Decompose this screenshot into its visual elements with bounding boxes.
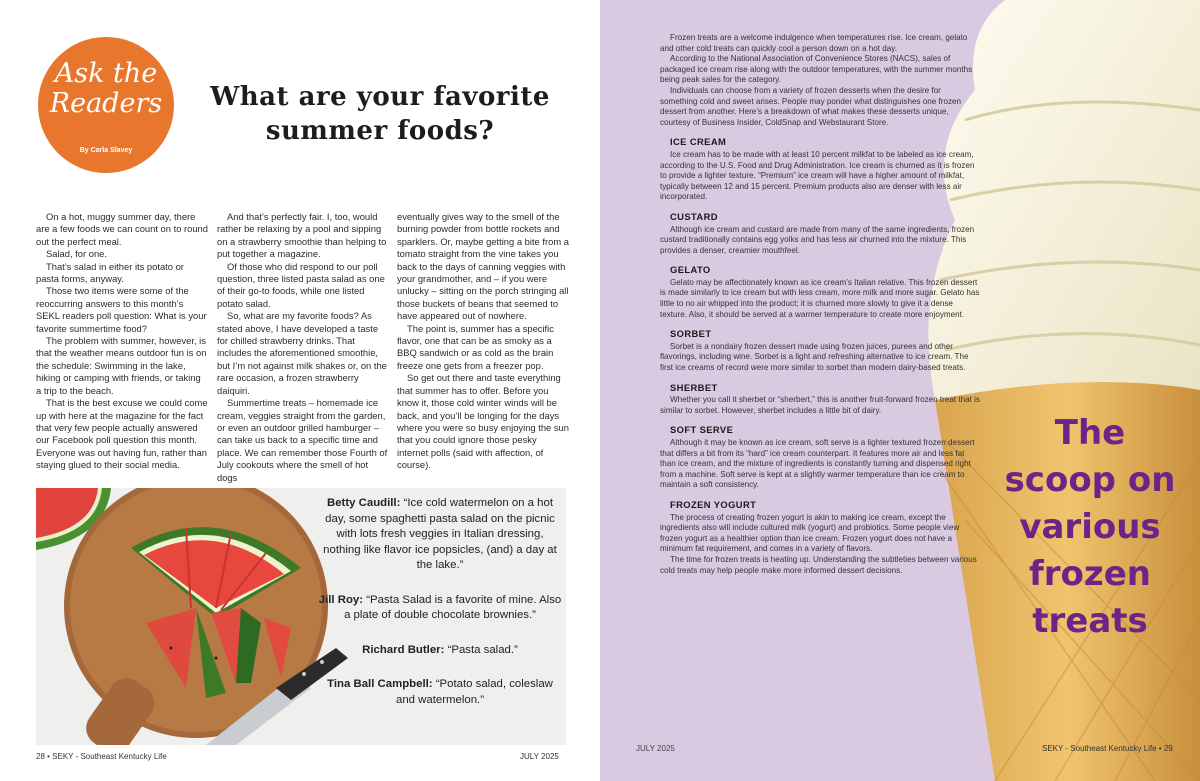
paragraph: That’s salad in either its potato or pasta forms, anyway. xyxy=(36,260,184,285)
quote-jill-roy xyxy=(318,593,562,624)
badge-title-line1: Ask the xyxy=(54,58,158,89)
quote-name: Tina Ball Campbell: xyxy=(327,678,433,690)
page-folio-left: 28 • SEKY - Southeast Kentucky Life xyxy=(36,752,167,761)
article-columns xyxy=(36,211,570,481)
paragraph: And that’s perfectly fair. I, too, would rather be relaxing by a pool and sipping on a strawberry smoothie than helping to put together a magazine. xyxy=(217,211,387,260)
column-3 xyxy=(397,211,569,472)
section-heading-soft-serve: SOFT SERVE xyxy=(670,424,734,436)
quote-text: “Ice cold watermelon on a hot day, some spaghetti pasta salad on the picnic with lots fresh veggies in Italian dressing, nothing like flavor ice popsicles, (and) a day at the lake.” xyxy=(323,497,557,571)
section-text: Although it may be known as ice cream, soft serve is a lighter textured frozen dessert that differs a bit from its “hard” ice cream counterpart. It features more air and less fat than ice cream, and the mixture of ingredients is constantly turning and dispensed right from a machine. Soft serve is kept at a slightly warmer temperature than ice cream to maintain a soft consistency. xyxy=(660,438,975,490)
quote-tina-ball-campbell xyxy=(318,677,562,708)
scoop-title-line: frozen xyxy=(1029,554,1151,594)
reader-quotes xyxy=(318,496,562,727)
section-text: The process of creating frozen yogurt is akin to making ice cream, except the ingredients also will include cultured milk (yogurt) and probiotics. Some people view frozen yogurt as a healthier option than ice cream. Frozen yogurt does not have a minimum fat requirement, and comes in a variety of flavors. xyxy=(660,512,960,554)
column-2 xyxy=(217,211,389,484)
quote-name: Betty Caudill: xyxy=(326,497,401,509)
section-heading-custard: CUSTARD xyxy=(670,210,718,222)
paragraph: Salad, for one. xyxy=(46,248,107,260)
section-heading-sorbet: SORBET xyxy=(670,328,712,340)
paragraph: On a hot, muggy summer day, there are a few foods we can count on to round out the perfect meal. xyxy=(36,211,208,247)
paragraph: The point is, summer has a specific flavor, one that can be as smoky as a BBQ sandwich or as cold as the brain freeze one gets from a freezer pop. xyxy=(397,322,554,371)
intro-paragraph: Frozen treats are a welcome indulgence when temperatures rise. Ice cream, gelato and other cold treats can quickly cool a person down on a hot day. xyxy=(660,33,968,53)
page-folio-right: SEKY - Southeast Kentucky Life • 29 xyxy=(1042,744,1173,753)
badge-title-line2: Readers xyxy=(49,88,163,119)
quote-richard-butler xyxy=(318,643,562,659)
section-heading-gelato: GELATO xyxy=(670,264,711,276)
paragraph: That is the best excuse we could come up with here at the magazine for the fact that very few people actually answered our Facebook poll question this month. Everyone was out having fun, rather than staying glued to their social media. xyxy=(36,397,208,471)
byline: By Carla Slavey xyxy=(79,147,133,154)
section-text: Although ice cream and custard are made from many of the same ingredients, frozen custard traditionally contains egg yolks and has less air churned into the mixture. This provides a denser, creamier mouthfeel. xyxy=(660,224,975,255)
paragraph: Those two items were some of the reoccurring answers to this month’s SEKL readers poll question: What is your favorite summertime food? xyxy=(36,285,207,334)
badge-title xyxy=(38,59,174,119)
scoop-title-line: various xyxy=(1019,507,1161,547)
paragraph: The problem with summer, however, is that the weather means outdoor fun is on the schedule: Swimming in the lake, hiking or camping with friends, or taking a trip to the beach. xyxy=(36,335,207,396)
right-page xyxy=(600,0,1200,781)
paragraph: Summertime treats – homemade ice cream, veggies straight from the garden, or even an outdoor grilled hamburger – can take us back to a specific time and place. We can remember those Fourth of July cookouts where the smell of hot dogs xyxy=(217,397,388,483)
column-1 xyxy=(36,211,208,472)
section-text: Whether you call it sherbet or “sherbert,” this is another fruit-forward frozen treat that is similar to sorbet. However, sherbet includes a little bit of dairy. xyxy=(660,395,980,415)
headline xyxy=(200,80,560,148)
quote-name: Jill Roy: xyxy=(318,593,364,606)
scoop-title-line: scoop on xyxy=(1004,460,1176,500)
frozen-treats-article xyxy=(660,33,980,576)
quote-name: Richard Butler: xyxy=(362,643,445,656)
headline-line1: What are your favorite xyxy=(210,82,550,112)
headline-line2: summer foods? xyxy=(265,116,495,146)
scoop-title-line: The xyxy=(1054,413,1126,453)
section-heading-frozen-yogurt: FROZEN YOGURT xyxy=(670,498,757,510)
closing-paragraph: The time for frozen treats is heating up. Understanding the subtleties between various cold treats may help people make more informed dessert decisions. xyxy=(660,554,977,575)
paragraph: So get out there and taste everything that summer has to offer. Before you know it, those cold winter winds will be back, and you’ll be longing for the days where you were so busy enjoying the sun that you could ignore those pesky internet polls (said with affection, of course). xyxy=(397,372,569,471)
section-heading-ice-cream: ICE CREAM xyxy=(670,136,727,148)
ask-the-readers-badge xyxy=(38,37,174,173)
page-date-left: JULY 2025 xyxy=(520,752,559,761)
paragraph: Of those who did respond to our poll question, three listed pasta salad as one of their go-to foods, while one listed potato salad. xyxy=(217,260,385,309)
paragraph: So, what are my favorite foods? As stated above, I have developed a taste for chilled strawberry drinks. That includes the aforementioned smoothie, but I’m not against milk shakes or, on the rare occasion, a frozen strawberry daiquiri. xyxy=(217,310,387,396)
page-date-right: JULY 2025 xyxy=(636,744,675,753)
section-heading-sherbet: SHERBET xyxy=(670,381,718,393)
section-text: Sorbet is a nondairy frozen dessert made using frozen juices, purees and other flavorings, including wine. Sorbet is a light and refreshing alternative to ice cream. The first ice creams of record were more similar to sorbet than modern dairy-based treats. xyxy=(660,341,969,373)
quote-text: “Pasta Salad is a favorite of mine. Also a plate of double chocolate brownies.” xyxy=(344,593,562,621)
scoop-title-line: treats xyxy=(1032,601,1148,641)
scoop-title xyxy=(1000,410,1180,645)
section-text: Ice cream has to be made with at least 10 percent milkfat to be labeled as ice cream, according to the U.S. Food and Drug Administration. Ice cream is churned as it is frozen to provide a lighter texture. “Premium” ice cream will have a higher amount of milkfat, typically between 12 and 15 percent. Premium products also are denser with less air incorporated. xyxy=(660,149,975,202)
quote-text: “Potato salad, coleslaw and watermelon.” xyxy=(395,678,553,706)
quote-text: “Pasta salad.” xyxy=(444,643,518,656)
quote-betty-caudill xyxy=(318,496,562,574)
intro-paragraph: Individuals can choose from a variety of frozen desserts when the desire for something cold and sweet arises. People may ponder what distinguishes one frozen dessert from another. Here’s a breakdown of what makes these desserts unique, courtesy of Business Insider, ColdSnap and Webstaurant Store. xyxy=(660,85,961,127)
intro-paragraph: According to the National Association of Convenience Stores (NACS), sales of packaged ice cream rise along with the outdoor temperatures, with the summer months being peak sales for the category. xyxy=(660,54,973,85)
paragraph: eventually gives way to the smell of the burning powder from bottle rockets and sparklers. Or, maybe getting a bite from a tomato straight from the vine takes you back to the days of canning veggies with your grandmother, and – if you were unlucky – sitting on the porch stringing all those buckets of beans that seemed to have appeared out of nowhere. xyxy=(397,211,569,322)
section-text: Gelato may be affectionately known as ice cream’s Italian relative. This frozen dessert is made similarly to ice cream but with less cream, more milk and more sugar. Gelato has little to no air whipped into the product; it is churned more slowly to give it a dense texture. Also, it should be served at a warmer temperature to create more enjoyment. xyxy=(660,277,980,319)
